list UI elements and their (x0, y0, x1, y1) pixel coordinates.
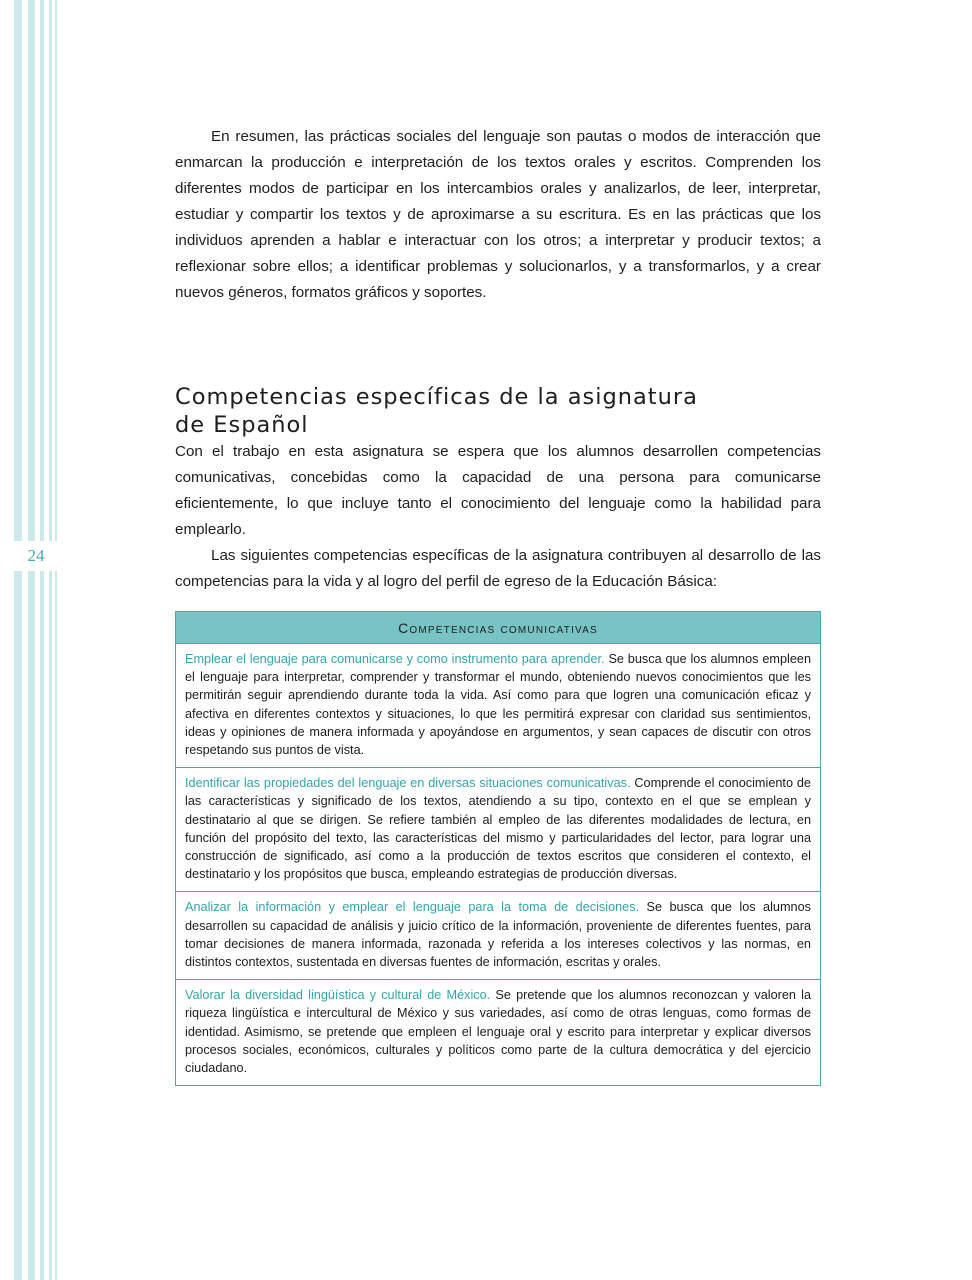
competencies-table-header: Competencias comunicativas (176, 612, 820, 644)
section-heading: Competencias específicas de la asignatura de Español (175, 384, 698, 438)
competency-text: Se pretende que los alumnos reconozcan y valoren la riqueza lingüística e intercultural de México y sus variedades, así como de otras lenguas, como formas de identidad. Asimismo, se pretende que empleen el lenguaje oral y escrito para interpretar y explicar diversos procesos sociales, económicos, culturales y políticos como parte de la cultura democrática y del ejercicio ciudadano. (185, 988, 811, 1076)
section-paragraph-1: Con el trabajo en esta asignatura se espera que los alumnos desarrollen competencias comunicativas, concebidas como la capacidad de una persona para comunicarse eficientemente, lo que incluye tanto el conocimiento del lenguaje como la habilidad para emplearlo. (175, 443, 821, 538)
competency-title: Valorar la diversidad lingüística y cultural de México. (185, 988, 491, 1003)
competencies-table (175, 611, 821, 1086)
page-content (175, 124, 821, 1086)
competency-text: Se busca que los alumnos empleen el lenguaje para interpretar, comprender y transformar el mundo, obteniendo nuevos conocimientos que les permitirán seguir aprendiendo durante toda la vida. Así como para que logren una comunicación eficaz y afectiva en diferentes contextos y situaciones, lo que les permitirá expresar con claridad sus sentimientos, ideas y opiniones de manera informada y apoyándose en argumentos, y sean capaces de discutir con otros respetando sus puntos de vista. (185, 652, 811, 758)
competency-row (176, 979, 820, 1085)
competency-row (176, 644, 820, 767)
competency-row (176, 767, 820, 891)
page-number: 24 (14, 541, 58, 571)
competency-title: Emplear el lenguaje para comunicarse y como instrumento para aprender. (185, 652, 605, 666)
competency-row (176, 891, 820, 979)
section-paragraph-2: Las siguientes competencias específicas de la asignatura contribuyen al desarrollo de las competencias para la vida y al logro del perfil de egreso de la Educación Básica: (175, 547, 821, 590)
competency-title: Identificar las propiedades del lenguaje en diversas situaciones comunicativas. (185, 776, 631, 791)
decorative-margin-stripes (0, 0, 60, 1280)
intro-paragraph: En resumen, las prácticas sociales del lenguaje son pautas o modos de interacción que enmarcan la producción e interpretación de los textos orales y escritos. Comprenden los diferentes modos de participar en los intercambios orales y analizarlos, de leer, interpretar, estudiar y compartir los textos y de aproximarse a su escritura. Es en las prácticas que los individuos aprenden a hablar e interactuar con los otros; a interpretar y producir textos; a reflexionar sobre ellos; a identificar problemas y solucionarlos, y a transformarlos, y a crear nuevos géneros, formatos gráficos y soportes. (175, 128, 821, 301)
competencies-table-body (176, 644, 820, 1085)
competency-title: Analizar la información y emplear el lenguaje para la toma de decisiones. (185, 900, 640, 915)
competency-text: Comprende el conocimiento de las características y significado de los textos, atendiendo a su tipo, contexto en el que se emplean y destinatario al que se dirigen. Se refiere también al empleo de las diferentes modalidades de lectura, en función del propósito del texto, las características del mismo y particularidades del lector, para lograr una construcción de significado, así como a la producción de textos escritos que consideren el contexto, el destinatario y los propósitos que busca, empleando estrategias de producción diversas. (185, 776, 811, 882)
competency-text: Se busca que los alumnos desarrollen su capacidad de análisis y juicio crítico de la información, proveniente de diferentes fuentes, para tomar decisiones de manera informada, razonada y referida a los intereses colectivos y las normas, en distintos contextos, sustentada en diversas fuentes de información, escritas y orales. (185, 900, 811, 970)
